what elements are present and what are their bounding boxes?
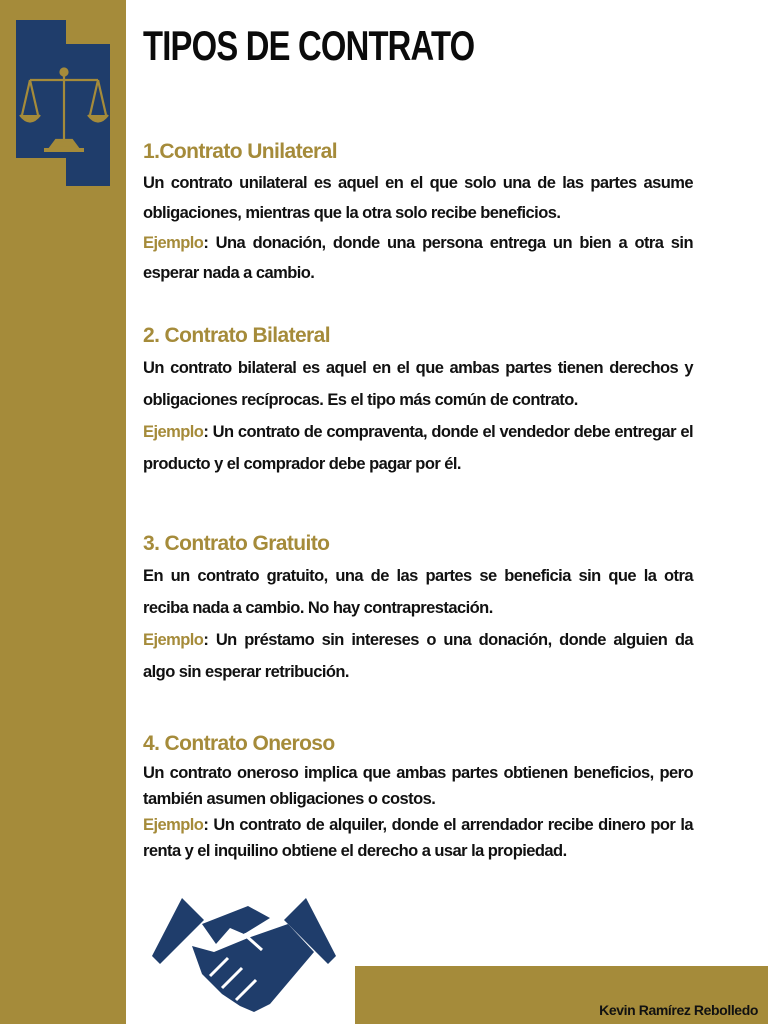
page-title: TIPOS DE CONTRATO — [143, 22, 475, 69]
section-contrato-oneroso — [143, 732, 693, 864]
example-text: : Un préstamo sin intereses o una donación, donde alguien da algo sin esperar retribución. — [143, 631, 693, 681]
section-heading: 3. Contrato Gratuito — [143, 532, 330, 555]
example-label: Ejemplo — [143, 816, 204, 834]
author-name: Kevin Ramírez Rebolledo — [599, 1002, 758, 1018]
example-text: : Una donación, donde una persona entrega un bien a otra sin esperar nada a cambio. — [143, 234, 693, 282]
section-body — [143, 168, 693, 288]
section-heading: 4. Contrato Oneroso — [143, 732, 335, 755]
section-heading: 2. Contrato Bilateral — [143, 324, 330, 347]
section-text: En un contrato gratuito, una de las partes se beneficia sin que la otra reciba nada a cambio. No hay contraprestación. — [143, 567, 693, 617]
example-label: Ejemplo — [143, 423, 204, 441]
example-text: : Un contrato de compraventa, donde el vendedor debe entregar el producto y el comprador debe pagar por él. — [143, 423, 693, 473]
section-body — [143, 352, 693, 480]
example-text: : Un contrato de alquiler, donde el arrendador recibe dinero por la renta y el inquilino obtiene el derecho a usar la propiedad. — [143, 816, 693, 860]
scales-of-justice-icon — [16, 20, 112, 186]
section-text: Un contrato bilateral es aquel en el que ambas partes tienen derechos y obligaciones recíprocas. Es el tipo más común de contrato. — [143, 359, 693, 409]
section-contrato-unilateral — [143, 140, 693, 288]
section-text: Un contrato unilateral es aquel en el que solo una de las partes asume obligaciones, mientras que la otra solo recibe beneficios. — [143, 174, 693, 222]
section-body — [143, 760, 693, 864]
example-label: Ejemplo — [143, 631, 204, 649]
handshake-icon — [152, 894, 336, 1024]
example-label: Ejemplo — [143, 234, 204, 252]
section-body — [143, 560, 693, 688]
section-heading: 1.Contrato Unilateral — [143, 140, 337, 163]
section-contrato-gratuito — [143, 532, 693, 688]
section-text: Un contrato oneroso implica que ambas partes obtienen beneficios, pero también asumen obligaciones o costos. — [143, 764, 693, 808]
section-contrato-bilateral — [143, 324, 693, 480]
footer-band — [355, 966, 768, 1024]
